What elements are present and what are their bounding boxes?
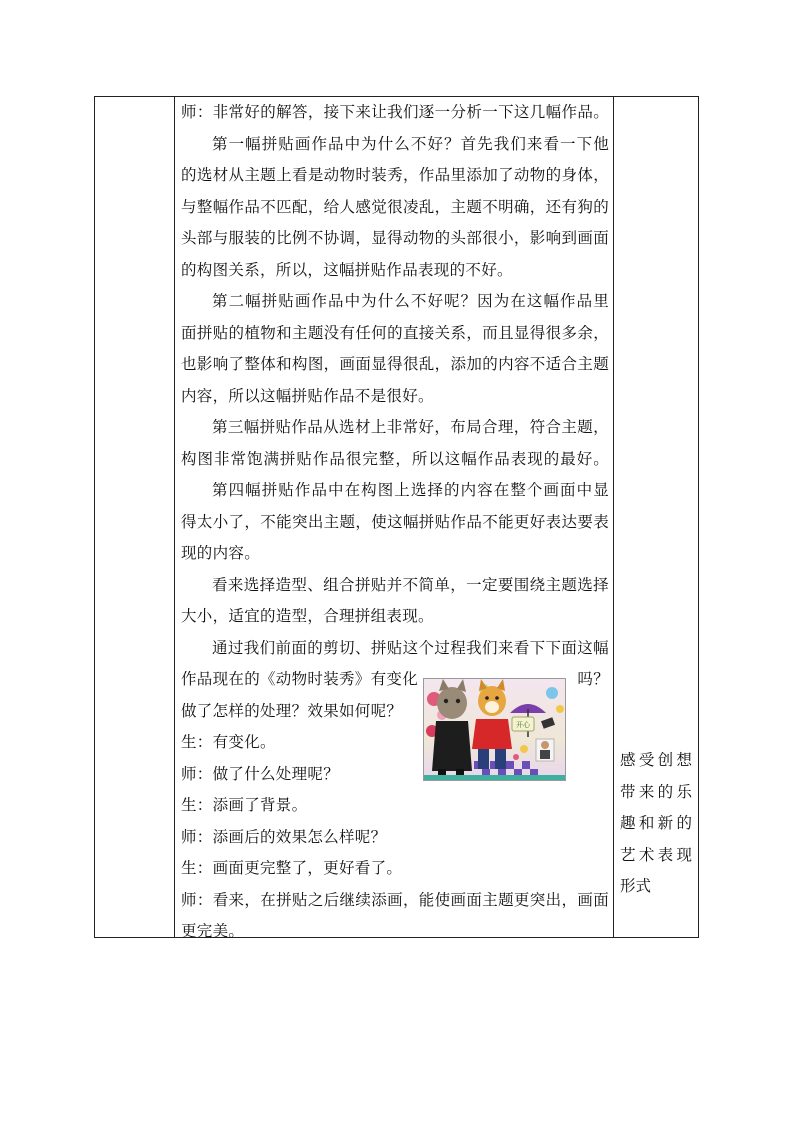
paragraph-line: 第一幅拼贴画作品中为什么不好？首先我们来看一下他 <box>212 134 609 153</box>
note-line: 趣和新的 <box>620 814 692 832</box>
paragraph-line: 构图非常饱满拼贴作品很完整，所以这幅作品表现的最好。 <box>181 449 609 468</box>
column-divider-right <box>613 97 614 937</box>
paragraph-line: 第四幅拼贴作品中在构图上选择的内容在整个画面中显 <box>212 481 609 499</box>
paragraph-line: 内容，所以这幅拼贴作品不是很好。 <box>181 386 434 405</box>
paragraph-line: 面拼贴的植物和主题没有任何的直接关系，而且显得很多余， <box>181 323 609 342</box>
column-divider-left <box>174 97 175 937</box>
paragraph-line: 与整幅作品不匹配，给人感觉很凌乱，主题不明确，还有狗的 <box>181 197 609 216</box>
dialogue-line: 师：看来，在拼贴之后继续添画，能使画面主题更突出，画面 <box>181 890 609 909</box>
design-intent-column <box>620 745 692 903</box>
collage-artwork-image <box>423 678 566 781</box>
teaching-process-column <box>181 97 609 948</box>
paragraph-line: 第三幅拼贴作品从选材上非常好，布局合理，符合主题， <box>212 418 609 436</box>
paragraph-line-end: 吗？ <box>577 670 609 688</box>
paragraph-line: 第二幅拼贴画作品中为什么不好呢？因为在这幅作品里 <box>212 292 609 310</box>
dialogue-line: 生：添画了背景。 <box>181 796 308 814</box>
paragraph-line: 头部与服装的比例不协调，显得动物的头部很小，影响到画面 <box>181 229 609 247</box>
dialogue-line: 更完美。 <box>181 922 245 940</box>
dialogue-line: 生：画面更完整了，更好看了。 <box>181 859 403 877</box>
paragraph-line: 现的内容。 <box>181 544 261 562</box>
paragraph-line: 也影响了整体和构图，画面显得很乱，添加的内容不适合主题 <box>181 355 609 373</box>
paragraph-line: 大小，适宜的造型，合理拼组表现。 <box>181 607 434 625</box>
dialogue-line: 师：非常好的解答，接下来让我们逐一分析一下这几幅作品。 <box>181 103 609 121</box>
paragraph-line: 得太小了，不能突出主题，使这幅拼贴作品不能更好表达要表 <box>181 512 609 531</box>
collage-sign-text: 开心 <box>516 721 530 729</box>
dialogue-line: 师：添画后的效果怎么样呢？ <box>181 827 387 846</box>
dialogue-line: 师：做了什么处理呢？ <box>181 764 340 783</box>
note-line: 带来的乐 <box>620 782 692 801</box>
paragraph-line: 的构图关系，所以，这幅拼贴作品表现的不好。 <box>181 260 513 279</box>
lesson-table <box>94 96 699 938</box>
paragraph-line: 的选材从主题上看是动物时装秀，作品里添加了动物的身体， <box>181 166 609 184</box>
note-line: 艺术表现 <box>620 845 692 864</box>
paragraph-line: 作品现在的《动物时装秀》有变化 <box>181 670 419 688</box>
paragraph-line: 看来选择造型、组合拼贴并不简单，一定要围绕主题选择 <box>212 575 609 594</box>
note-line: 感受创想 <box>620 751 692 769</box>
note-line: 形式 <box>620 877 652 895</box>
paragraph-line: 做了怎样的处理？效果如何呢？ <box>181 701 403 720</box>
dialogue-line: 生：有变化。 <box>181 733 276 751</box>
paragraph-line: 通过我们前面的剪切、拼贴这个过程我们来看下下面这幅 <box>212 638 609 657</box>
collage-illustration <box>424 679 565 780</box>
